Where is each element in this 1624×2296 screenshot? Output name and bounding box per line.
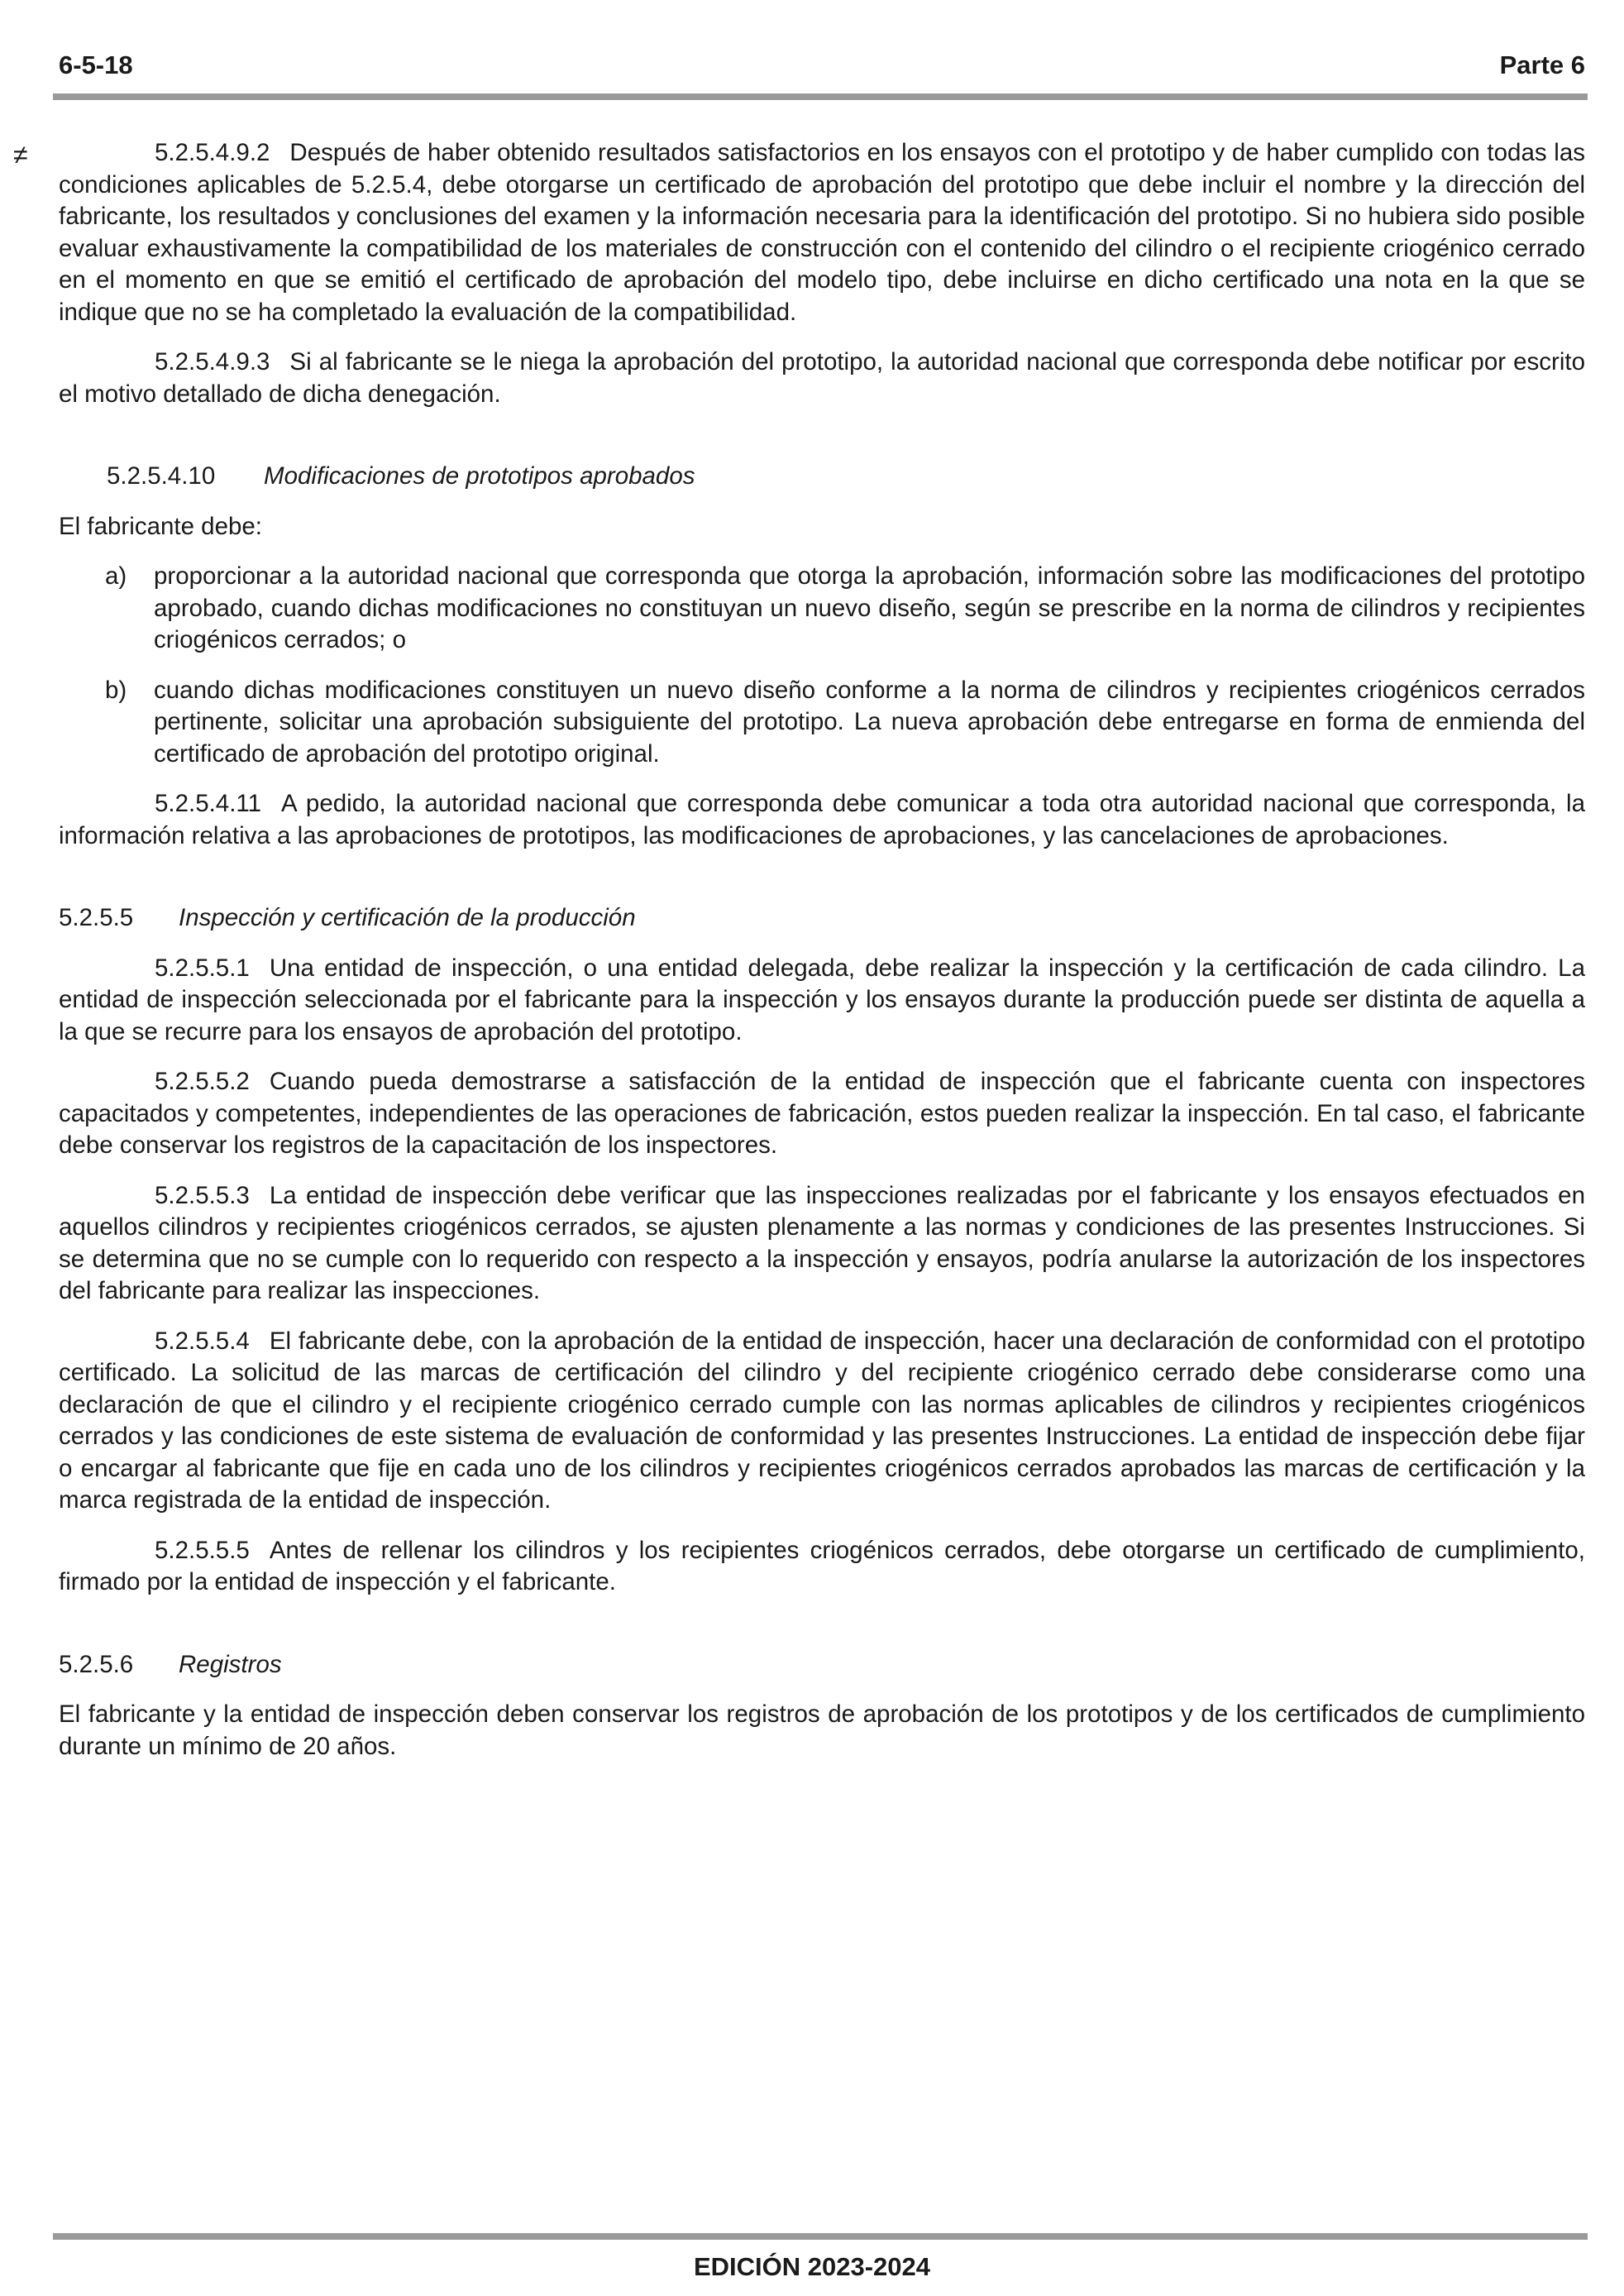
header-page-number: 6-5-18 (59, 50, 133, 79)
header-divider (53, 93, 1588, 100)
paragraph-number: 5.2.5.4.9.3 (155, 348, 270, 375)
paragraph-text: Cuando pueda demostrarse a satisfacción de la entidad de inspección que el fabricante cuenta con inspectores capacitados y competentes, independientes de las operaciones de fabricación, estos pueden realizar la inspección. En tal caso, el fabricante debe conservar los registros de la capacitación de los inspectores. (59, 1068, 1585, 1159)
paragraph-number: 5.2.5.4.11 (155, 790, 262, 817)
paragraph-number: 5.2.5.5.4 (155, 1327, 250, 1355)
list-item-a (59, 561, 1585, 657)
change-mark-icon: ≠ (13, 140, 28, 170)
paragraph-text: Una entidad de inspección, o una entidad delegada, debe realizar la inspección y la certificación de cada cilindro. La entidad de inspección seleccionada por el fabricante para la inspección y los ensayos durante la producción puede ser distinta de aquella a la que se recurre para los ensayos de aprobación del prototipo. (59, 954, 1585, 1045)
paragraph-5-2-5-4-9-3 (59, 347, 1585, 410)
paragraph-text: El fabricante debe, con la aprobación de la entidad de inspección, hacer una declaración de conformidad con el prototipo certificado. La solicitud de las marcas de certificación del cilindro y del recipiente criogénico cerrado debe considerarse como una declaración de que el cilindro y el recipiente criogénico cerrado cumple con las normas aplicables de cilindros y recipientes criogénicos cerrados y las condiciones de este sistema de evaluación de conformidad y las presentes Instrucciones. La entidad de inspección debe fijar o encargar al fabricante que fije en cada uno de los cilindros y recipientes criogénicos cerrados aprobados las marcas de certificación y la marca registrada de la entidad de inspección. (59, 1327, 1585, 1514)
list-item-text: proporcionar a la autoridad nacional que corresponda que otorga la aprobación, información sobre las modificaciones del prototipo aprobado, cuando dichas modificaciones no constituyan un nuevo diseño, según se prescribe en la norma de cilindros y recipientes criogénicos cerrados; o (154, 562, 1585, 653)
paragraph-5-2-5-5-3 (59, 1180, 1585, 1308)
paragraph-5-2-5-4-9-2 (59, 137, 1585, 328)
paragraph-5-2-5-5-5 (59, 1535, 1585, 1599)
section-heading-5-2-5-4-10 (59, 461, 1585, 493)
paragraph-registros: El fabricante y la entidad de inspección deben conservar los registros de aprobación de los prototipos y de los certificados de cumplimiento durante un mínimo de 20 años. (59, 1700, 1585, 1760)
footer-divider (53, 2233, 1588, 2240)
paragraph-text: Después de haber obtenido resultados satisfactorios en los ensayos con el prototipo y de haber cumplido con todas las condiciones aplicables de 5.2.5.4, debe otorgarse un certificado de aprobación del prototipo que debe incluir el nombre y la dirección del fabricante, los resultados y conclusiones del examen y la información necesaria para la identificación del prototipo. Si no hubiera sido posible evaluar exhaustivamente la compatibilidad de los materiales de construcción con el contenido del cilindro o el recipiente criogénico cerrado en el momento en que se emitió el certificado de aprobación del modelo tipo, debe incluirse en dicho certificado una nota en la que se indique que no se ha completado la evaluación de la compatibilidad. (59, 139, 1585, 326)
list-item-b (59, 675, 1585, 771)
paragraph-number: 5.2.5.5.2 (155, 1068, 250, 1095)
section-number: 5.2.5.6 (59, 1650, 134, 1678)
section-number: 5.2.5.5 (59, 904, 134, 931)
footer-edition: EDICIÓN 2023-2024 (693, 2252, 931, 2281)
section-title: Modificaciones de prototipos aprobados (264, 462, 695, 490)
paragraph-number: 5.2.5.5.1 (155, 954, 250, 982)
paragraph-5-2-5-5-1 (59, 953, 1585, 1049)
paragraph-number: 5.2.5.4.9.2 (155, 139, 270, 166)
list-marker: a) (105, 562, 127, 590)
paragraph-text: A pedido, la autoridad nacional que corresponda debe comunicar a toda otra autoridad nacional que corresponda, la información relativa a las aprobaciones de prototipos, las modificaciones de aprobaciones, y las cancelaciones de aprobaciones. (59, 790, 1585, 849)
paragraph-text: Antes de rellenar los cilindros y los recipientes criogénicos cerrados, debe otorgarse un certificado de cumplimiento, firmado por la entidad de inspección y el fabricante. (59, 1536, 1585, 1595)
section-title: Registros (179, 1650, 282, 1678)
paragraph-5-2-5-5-4 (59, 1326, 1585, 1517)
header-part-label: Parte 6 (1499, 50, 1585, 79)
paragraph-5-2-5-5-2 (59, 1066, 1585, 1162)
list-intro: El fabricante debe: (59, 512, 262, 540)
section-heading-5-2-5-6 (59, 1649, 1585, 1681)
paragraph-5-2-5-4-11 (59, 788, 1585, 852)
list-marker: b) (105, 676, 127, 704)
list-item-text: cuando dichas modificaciones constituyen un nuevo diseño conforme a la norma de cilindros y recipientes criogénicos cerrados pertinente, solicitar una aprobación subsiguiente del prototipo. La nueva aprobación debe entregarse en forma de enmienda del certificado de aprobación del prototipo original. (154, 676, 1585, 768)
paragraph-text: La entidad de inspección debe verificar que las inspecciones realizadas por el fabricante y los ensayos efectuados en aquellos cilindros y recipientes criogénicos cerrados, se ajusten plenamente a las normas y condiciones de las presentes Instrucciones. Si se determina que no se cumple con lo requerido con respecto a la inspección y ensayos, podría anularse la autorización de los inspectores del fabricante para realizar las inspecciones. (59, 1181, 1585, 1304)
section-heading-5-2-5-5 (59, 902, 1585, 935)
paragraph-text: Si al fabricante se le niega la aprobación del prototipo, la autoridad nacional que corresponda debe notificar por escrito el motivo detallado de dicha denegación. (59, 348, 1585, 408)
paragraph-number: 5.2.5.5.5 (155, 1536, 250, 1564)
section-number: 5.2.5.4.10 (107, 462, 216, 490)
section-title: Inspección y certificación de la producción (179, 904, 636, 931)
paragraph-number: 5.2.5.5.3 (155, 1181, 250, 1209)
document-body (59, 137, 1585, 1763)
